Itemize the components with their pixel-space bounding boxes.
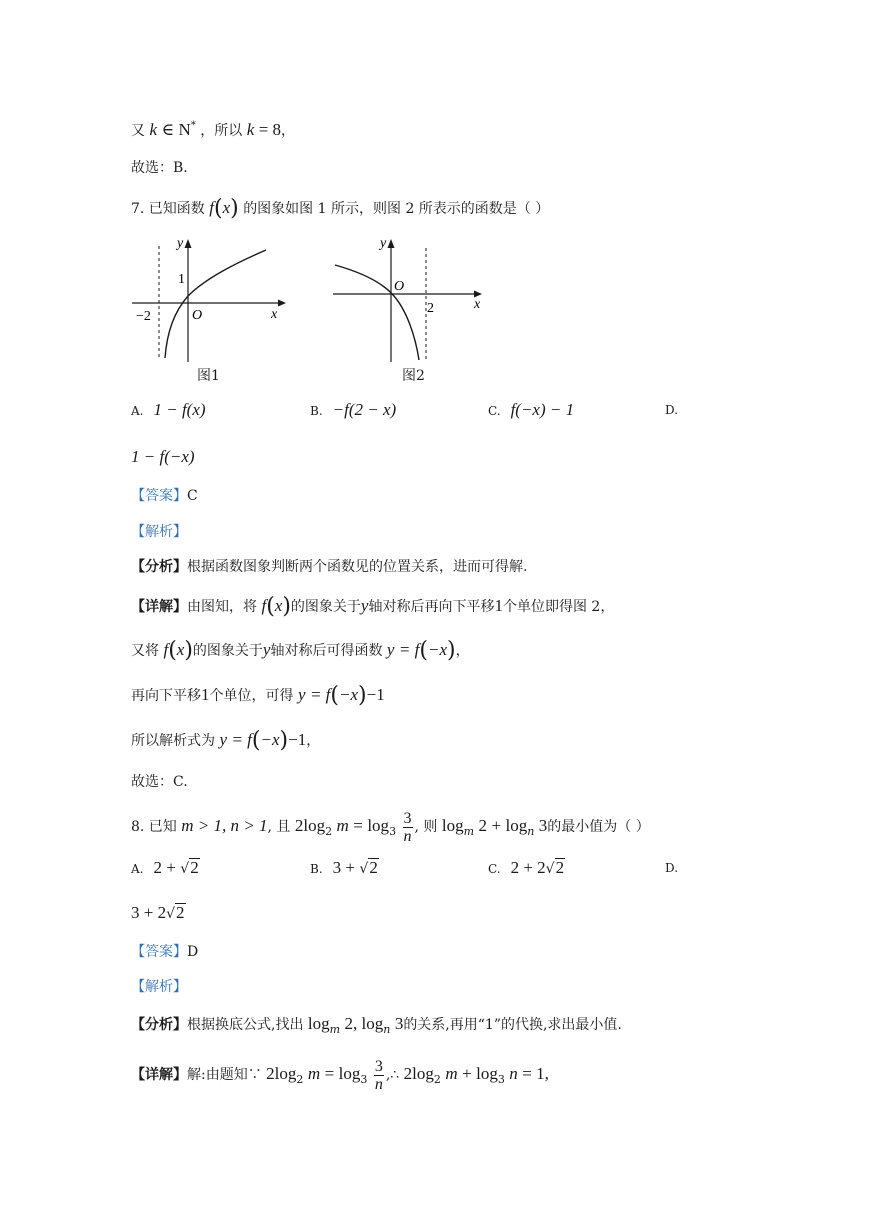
fig2-y-label: y (380, 236, 387, 251)
math-func: log (338, 1064, 361, 1083)
math-var: k (246, 120, 255, 139)
q8-option-a: A. 2 + √2 (131, 858, 199, 877)
math-number: 2 (266, 1064, 275, 1083)
math-expr: m > 1, n > 1 (181, 816, 268, 835)
fig2-x-label: x (474, 297, 481, 312)
math-var: y (360, 596, 369, 615)
math-expr: = f (231, 730, 252, 749)
q7-option-d (665, 398, 688, 422)
math-expr: −1 (366, 685, 385, 704)
math-number: 1 (201, 685, 210, 704)
answer-tag: 【答案】 (131, 944, 187, 960)
fig1-x-label: x (271, 307, 278, 322)
q7-option-c (488, 398, 574, 423)
q7-detail-line-3: 再向下平移1个单位，可得 y = f(−x)−1 (131, 683, 385, 708)
math-number: 2 (294, 816, 304, 835)
math-sub: n (527, 825, 535, 838)
detail-tag: 【详解】 (131, 599, 187, 615)
text: 由图知，将 (187, 599, 257, 615)
text: 的最小值为（ ） (547, 819, 650, 835)
question-8-stem: 8. 已知 m > 1, n > 1, 且 $2\log_2$ $m = \log_3$ $\frac{3}{n}$ , 则 $\log_m 2 + \log_n 3$的最小值为（ ） (131, 809, 650, 845)
math-func: log (307, 1014, 330, 1033)
option-expression: 1 − f(−x) (131, 447, 195, 466)
math-sub: 2 (325, 825, 333, 838)
math-expr: = 1, (522, 1064, 549, 1083)
radicand: 2 (190, 858, 199, 877)
option-expression: 2 + 2 (510, 858, 546, 877)
math-var: f (163, 640, 169, 659)
math-sub: m (329, 1023, 341, 1036)
fig2-origin-label: O (394, 279, 405, 294)
math-func: log (367, 816, 390, 835)
text: ， (281, 123, 296, 139)
math-sub: 3 (497, 1073, 505, 1086)
option-label: A. (131, 862, 144, 876)
math-expr: = 8 (258, 120, 282, 139)
math-var: m (445, 1064, 458, 1083)
math-expr: −x (260, 730, 280, 749)
math-var: k (149, 120, 157, 139)
math-expr: 2, log (344, 1014, 384, 1033)
text: 个单位，可得 (209, 688, 294, 704)
answer-value: D (187, 944, 199, 960)
math-expr: = f (398, 640, 420, 659)
text: 且 (276, 819, 291, 835)
numerator: 3 (374, 1057, 383, 1075)
option-expression: f(−x) − 1 (510, 400, 575, 419)
option-expression: 2 + (153, 858, 176, 877)
q8-jiexi-tag: 【解析】 (131, 979, 187, 995)
option-label: C. (488, 862, 501, 876)
text: 的图象如图 1 所示，则图 2 所表示的函数是（ ） (243, 201, 550, 217)
math-symbol: = (324, 1064, 335, 1083)
math-func: log (303, 816, 326, 835)
math-func: log (274, 1064, 297, 1083)
text: ， (455, 643, 470, 659)
text: 的图象关于 (290, 599, 361, 615)
text: ，所以 (200, 123, 243, 139)
text: 的图象关于 (192, 643, 263, 659)
answer-value: C (187, 488, 198, 504)
option-label: D. (665, 861, 679, 875)
math-symbol: ∈ (161, 120, 175, 139)
q8-analysis (131, 1012, 622, 1042)
option-label: C. (488, 404, 501, 418)
q7-choice-c: 故选：C. (131, 774, 188, 790)
math-expr: = f (309, 685, 331, 704)
math-var: m (307, 1064, 321, 1083)
math-sub: 3 (389, 825, 397, 838)
math-symbol: + (462, 1064, 472, 1083)
option-expression: 1 − f(x) (153, 400, 206, 419)
math-var: m (336, 816, 349, 835)
radicand: 2 (176, 903, 185, 922)
denominator: n (374, 1075, 383, 1093)
math-var: y (262, 640, 271, 659)
math-var: x (176, 640, 185, 659)
text: 解:由题知∵ (187, 1067, 262, 1083)
figure-1-caption: 图1 (197, 368, 220, 384)
q7-option-a (131, 398, 206, 423)
option-expression: 3 + 2 (131, 903, 167, 922)
numerator: 3 (403, 809, 412, 827)
math-sub: 2 (433, 1073, 441, 1086)
text: 8. 已知 (131, 819, 177, 835)
math-number: 3 (538, 816, 548, 835)
question-7-stem: 7. 已知函数 f(x) 的图象如图 1 所示，则图 2 所表示的函数是（ ） (131, 196, 550, 221)
math-var: n (509, 1064, 518, 1083)
q7-answer (131, 484, 198, 508)
fig1-y-label: y (177, 236, 184, 251)
text: ， (306, 733, 321, 749)
math-symbol: + (491, 816, 502, 835)
q7-analysis (131, 555, 527, 579)
option-expression: −f(2 − x) (332, 400, 397, 419)
text: 7. 已知函数 (131, 201, 205, 217)
math-func: log (476, 1064, 498, 1083)
text-line-k-value (131, 114, 295, 143)
q7-detail-line-4: 所以解析式为 y = f(−x)−1， (131, 728, 321, 753)
fraction-3-over-n (374, 1058, 384, 1093)
math-expr: −1 (288, 730, 307, 749)
math-expr: −x (427, 640, 447, 659)
text: 所以解析式为 (131, 733, 215, 749)
fig1-tick-neg2: −2 (136, 309, 151, 324)
option-label: B. (310, 862, 323, 876)
q7-option-b (310, 398, 396, 423)
analysis-text: 根据函数图象判断两个函数见的位置关系，进而可得解. (187, 559, 528, 575)
math-sub: 2 (296, 1073, 304, 1086)
text: 个单位即得图 2， (502, 599, 615, 615)
math-var: x (222, 198, 231, 217)
q8-option-d-expression: 3 + 2√2 (131, 903, 185, 922)
text: 轴对称后再向下平移 (368, 599, 495, 615)
q7-option-d-expression (131, 445, 195, 470)
analysis-text: 根据换底公式,找出 (187, 1017, 304, 1033)
math-sub: 3 (360, 1073, 368, 1086)
fig1-tick-one: 1 (178, 272, 185, 287)
radicand: 2 (369, 858, 378, 877)
text: 轴对称后可得函数 (270, 643, 383, 659)
q8-option-c: C. 2 + 2√2 (488, 858, 565, 877)
math-func: log (441, 816, 464, 835)
math-symbol: = (353, 816, 363, 835)
math-var: y (219, 730, 227, 749)
option-label: D. (665, 403, 679, 417)
q8-option-d (665, 856, 688, 880)
radicand: 2 (555, 858, 565, 877)
math-func: log (412, 1064, 434, 1083)
math-sup: * (190, 120, 196, 131)
math-var: y (386, 640, 395, 659)
fraction-3-over-n (403, 810, 413, 845)
answer-tag: 【答案】 (131, 488, 187, 504)
math-func: log (505, 816, 528, 835)
text: 又 (131, 123, 145, 139)
q7-jiexi-tag: 【解析】 (131, 524, 187, 540)
math-sub: m (463, 825, 475, 838)
q8-option-b: B. 3 + √2 (310, 858, 378, 877)
math-sub: n (383, 1023, 391, 1036)
option-expression: 3 + (332, 858, 355, 877)
q8-answer (131, 940, 198, 964)
figure-2-caption: 图2 (402, 368, 425, 384)
option-label: B. (310, 404, 323, 418)
denominator: n (403, 827, 412, 845)
analysis-tag: 【分析】 (131, 1017, 187, 1033)
math-var: f (261, 596, 267, 615)
q7-detail-line-2: 又将 f(x)的图象关于y轴对称后可得函数 y = f(−x)， (131, 638, 470, 663)
q8-detail-line-1 (131, 1056, 549, 1098)
detail-tag: 【详解】 (131, 1067, 187, 1083)
math-var: x (274, 596, 283, 615)
fig2-tick-two: 2 (427, 301, 434, 316)
text-line-choice-b: 故选：B. (131, 160, 188, 176)
math-var: f (209, 198, 214, 217)
analysis-tag: 【分析】 (131, 559, 187, 575)
math-expr: −x (339, 685, 359, 704)
math-number: 2 (403, 1064, 413, 1083)
math-number: 2 (478, 816, 487, 835)
analysis-text: 的关系,再用“1”的代换,求出最小值. (403, 1017, 622, 1033)
option-label: A. (131, 404, 144, 418)
text: 再向下平移 (131, 688, 201, 704)
text: ,∴ (385, 1067, 400, 1083)
math-number: 3 (394, 1014, 404, 1033)
math-set: N (178, 120, 191, 139)
q7-detail-line-1: 【详解】由图知，将 f(x)的图象关于y轴对称后再向下平移1个单位即得图 2， (131, 594, 615, 619)
math-var: y (297, 685, 306, 704)
math-number: 1 (494, 596, 503, 615)
fig1-origin-label: O (192, 308, 203, 323)
text: 则 (423, 819, 438, 835)
text: 又将 (131, 643, 159, 659)
